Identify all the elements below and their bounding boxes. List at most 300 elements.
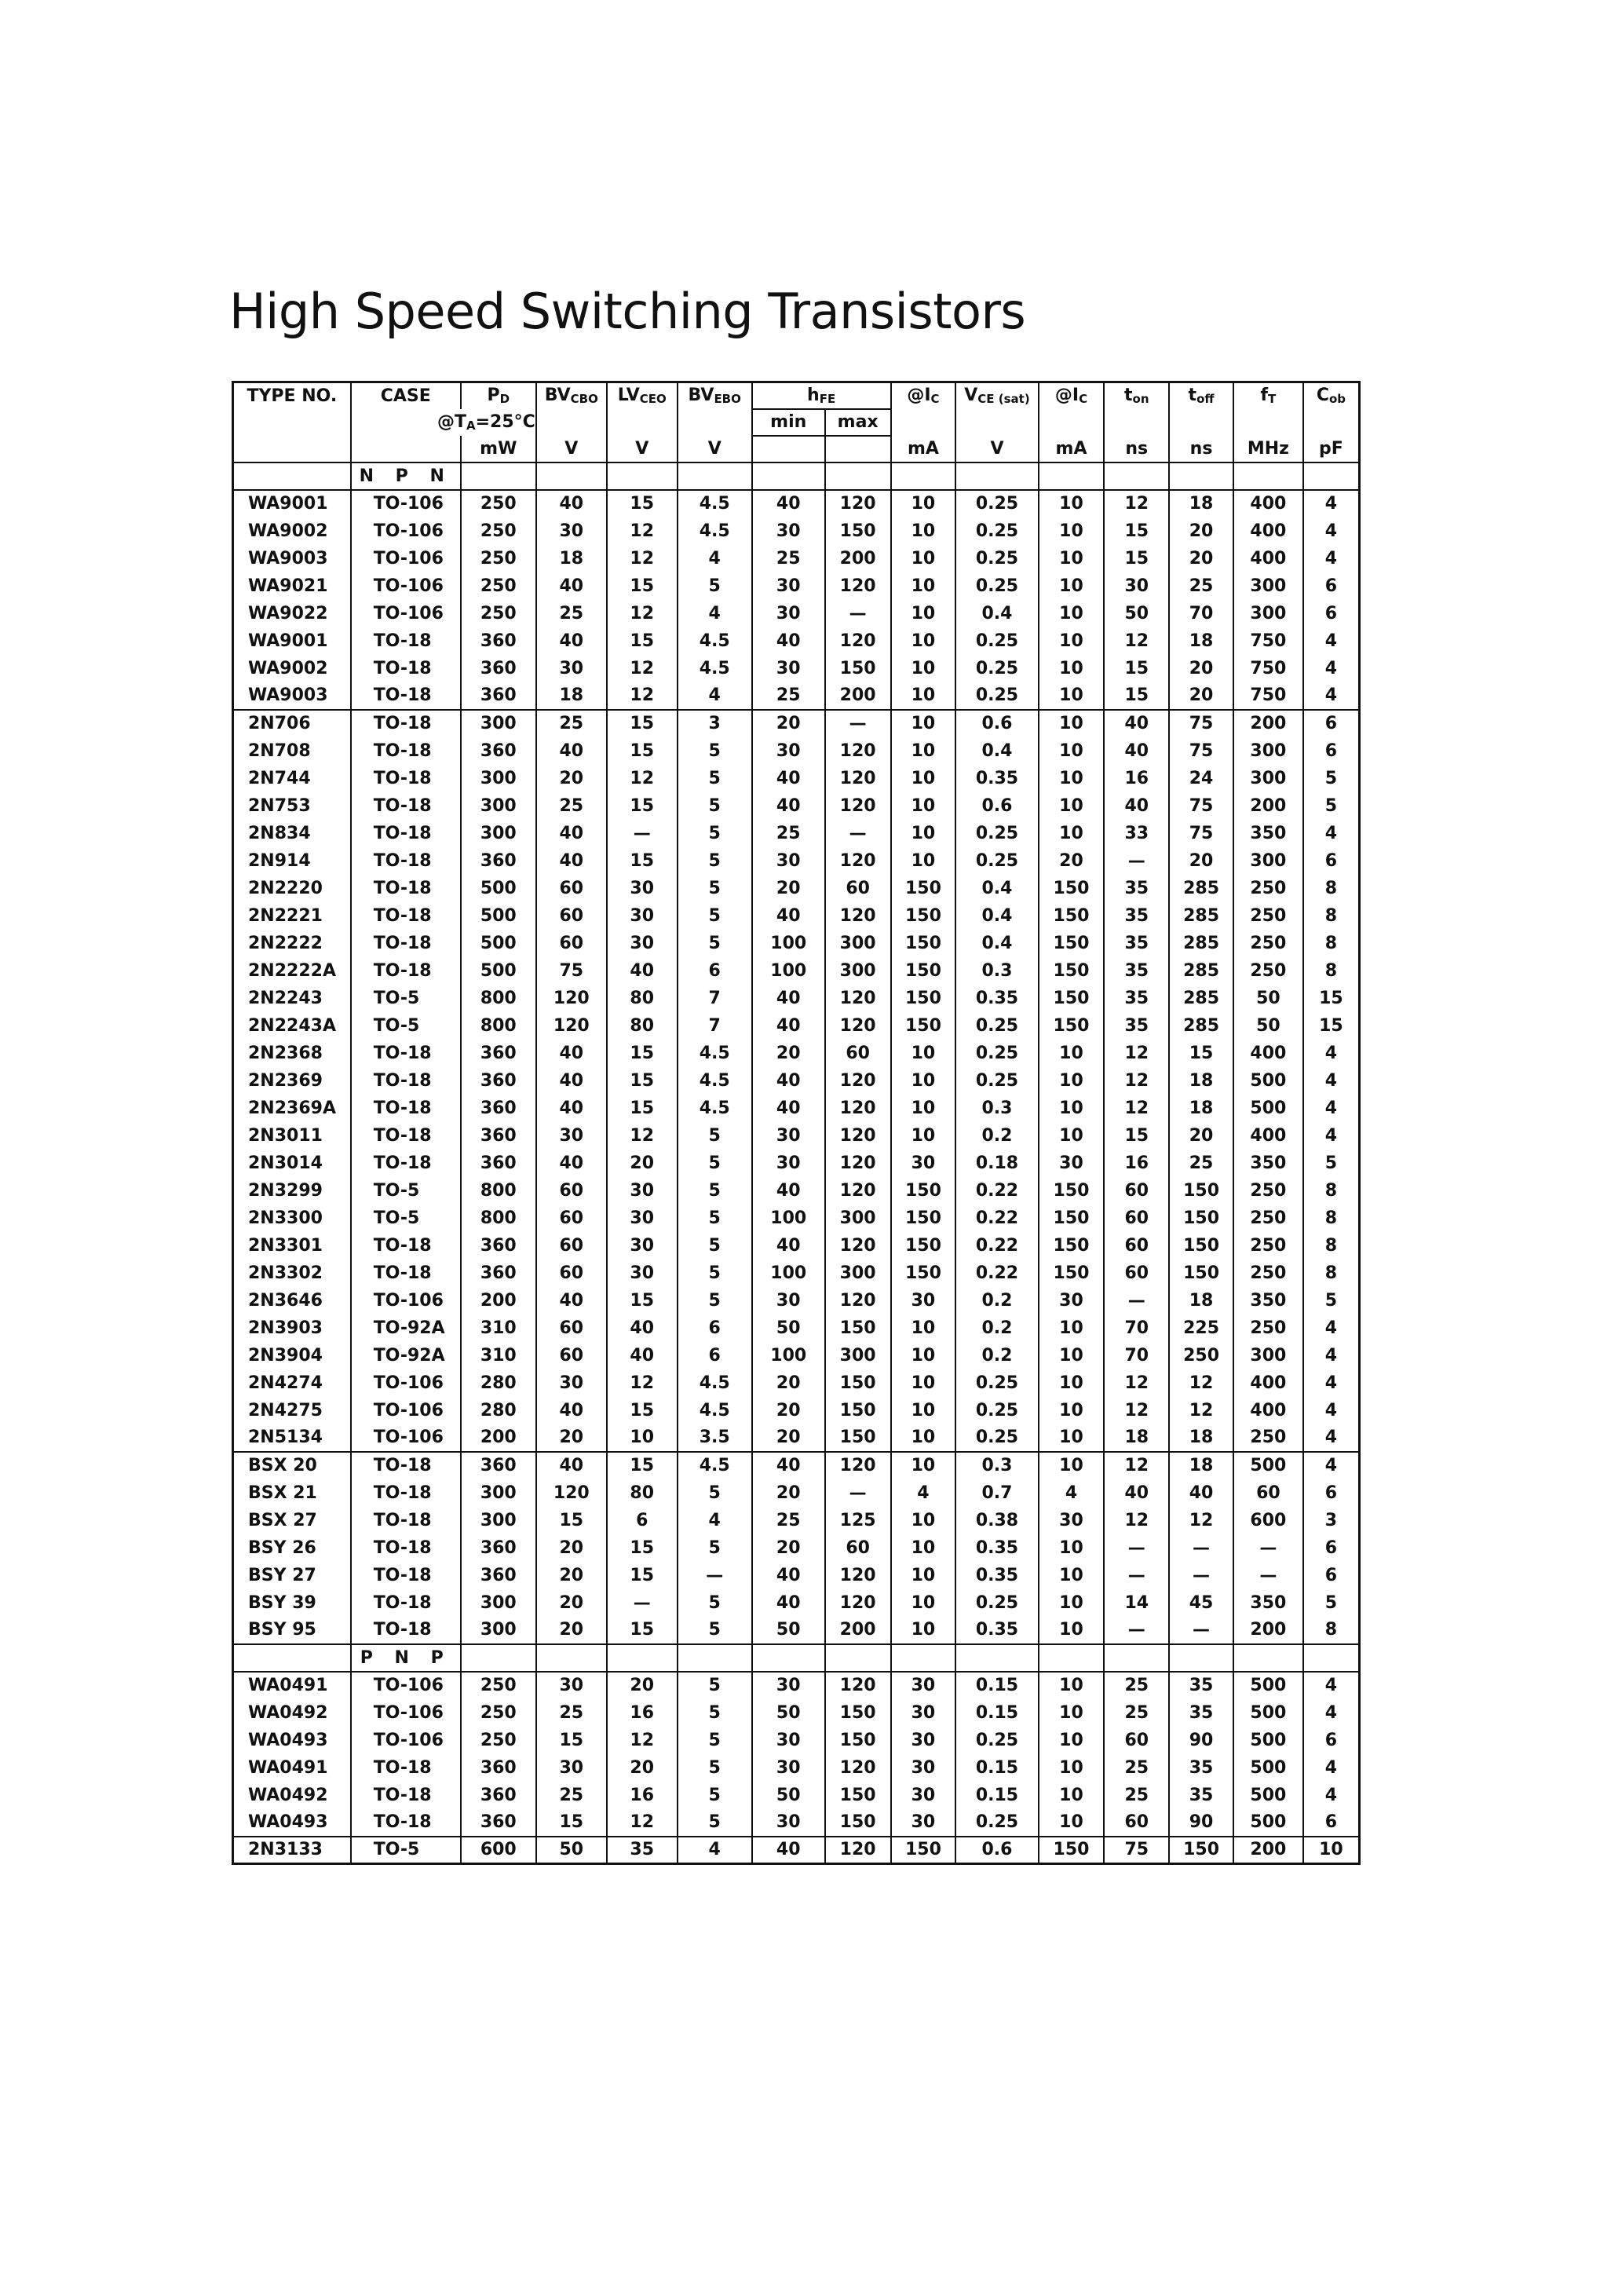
cell-ton: 35 — [1104, 875, 1169, 902]
cell-case: TO-106 — [351, 517, 461, 545]
cell-cob: 6 — [1303, 737, 1360, 765]
cell-ton: 75 — [1104, 1837, 1169, 1864]
cell-bvcbo: 20 — [536, 1562, 607, 1589]
cell-ft: 250 — [1233, 1314, 1303, 1342]
table-row — [233, 1314, 1360, 1342]
cell-bvcbo: 120 — [536, 1012, 607, 1040]
unit-cob: pF — [1303, 436, 1360, 462]
cell-cob: 4 — [1303, 1040, 1360, 1067]
cell-hfe-min: 40 — [752, 1837, 825, 1864]
cell-ton: 15 — [1104, 517, 1169, 545]
cell-bvebo: 4.5 — [678, 517, 752, 545]
cell-ft: 250 — [1233, 875, 1303, 902]
cell-hfe-min: 50 — [752, 1314, 825, 1342]
cell-case: TO-18 — [351, 1122, 461, 1150]
cell-ton: 12 — [1104, 1452, 1169, 1479]
cell-vce-sat: 0.6 — [955, 1837, 1038, 1864]
cell-ic1: 10 — [891, 1122, 956, 1150]
cell-vce-sat: 0.25 — [955, 1369, 1038, 1397]
table-row — [233, 1095, 1360, 1122]
cell-bvcbo: 20 — [536, 1589, 607, 1617]
cell-bvebo: 5 — [678, 1534, 752, 1562]
cell-lvceo: 12 — [607, 1122, 678, 1150]
cell-bvcbo: 60 — [536, 902, 607, 930]
cell-ton: 25 — [1104, 1699, 1169, 1727]
cell-hfe-max: 150 — [825, 1727, 891, 1754]
cell-hfe-max: 150 — [825, 1809, 891, 1837]
cell-toff: 20 — [1169, 655, 1233, 682]
cell-bvcbo: 18 — [536, 545, 607, 572]
cell-cob: 5 — [1303, 1150, 1360, 1177]
cell-ton: 70 — [1104, 1314, 1169, 1342]
cell-hfe-max: 120 — [825, 847, 891, 875]
cell-case: TO-92A — [351, 1342, 461, 1369]
cell-bvebo: 5 — [678, 1205, 752, 1232]
cell-lvceo: 15 — [607, 572, 678, 600]
cell-bvcbo: 40 — [536, 820, 607, 847]
cell-hfe-min: 40 — [752, 792, 825, 820]
cell-cob: 4 — [1303, 1314, 1360, 1342]
cell-bvcbo: 30 — [536, 655, 607, 682]
table-row — [233, 682, 1360, 710]
table-row — [233, 517, 1360, 545]
cell-case: TO-5 — [351, 1205, 461, 1232]
cell-hfe-min: 40 — [752, 1177, 825, 1205]
cell-lvceo: 40 — [607, 957, 678, 985]
cell-pd: 300 — [461, 820, 536, 847]
cell-type-no: WA0493 — [233, 1809, 351, 1837]
cell-type-no: WA9003 — [233, 545, 351, 572]
cell-bvebo: 5 — [678, 1479, 752, 1507]
section-row-pnp — [233, 1644, 1360, 1672]
cell-lvceo: 20 — [607, 1150, 678, 1177]
cell-type-no: 2N2222A — [233, 957, 351, 985]
cell-lvceo: 15 — [607, 1095, 678, 1122]
cell-case: TO-18 — [351, 710, 461, 737]
cell-hfe-max: 120 — [825, 1672, 891, 1699]
cell-ton: 35 — [1104, 902, 1169, 930]
cell-hfe-max: 150 — [825, 517, 891, 545]
cell-ft: 300 — [1233, 1342, 1303, 1369]
cell-pd: 200 — [461, 1287, 536, 1314]
cell-vce-sat: 0.38 — [955, 1507, 1038, 1534]
cell-case: TO-18 — [351, 847, 461, 875]
cell-ic2: 10 — [1039, 1672, 1105, 1699]
cell-toff: 75 — [1169, 737, 1233, 765]
cell-vce-sat: 0.15 — [955, 1782, 1038, 1809]
unit-lvceo: V — [607, 436, 678, 462]
cell-lvceo: 80 — [607, 1012, 678, 1040]
cell-lvceo: 40 — [607, 1342, 678, 1369]
cell-toff: 75 — [1169, 820, 1233, 847]
cell-hfe-max: 200 — [825, 1617, 891, 1644]
cell-hfe-max: 150 — [825, 1782, 891, 1809]
table-row — [233, 627, 1360, 655]
cell-pd: 250 — [461, 1672, 536, 1699]
cell-hfe-max: 150 — [825, 1314, 891, 1342]
cell-type-no: 2N5134 — [233, 1424, 351, 1452]
cell-ton: 35 — [1104, 957, 1169, 985]
cell-bvcbo: 40 — [536, 1287, 607, 1314]
cell-hfe-min: 20 — [752, 1369, 825, 1397]
table-row — [233, 902, 1360, 930]
cell-lvceo: 15 — [607, 792, 678, 820]
cell-bvebo: 5 — [678, 847, 752, 875]
table-row — [233, 1067, 1360, 1095]
cell-toff: 90 — [1169, 1809, 1233, 1837]
cell-ton: 25 — [1104, 1754, 1169, 1782]
cell-ft: — — [1233, 1534, 1303, 1562]
cell-case: TO-5 — [351, 985, 461, 1012]
cell-type-no: 2N744 — [233, 765, 351, 792]
cell-ic2: 30 — [1039, 1150, 1105, 1177]
cell-case: TO-18 — [351, 1589, 461, 1617]
cell-ic1: 30 — [891, 1287, 956, 1314]
cell-hfe-max: — — [825, 820, 891, 847]
cell-bvcbo: 20 — [536, 1617, 607, 1644]
cell-bvcbo: 30 — [536, 1122, 607, 1150]
cell-bvebo: 5 — [678, 1809, 752, 1837]
cell-vce-sat: 0.35 — [955, 1617, 1038, 1644]
cell-bvcbo: 15 — [536, 1809, 607, 1837]
cell-hfe-max: 300 — [825, 1205, 891, 1232]
cell-ic2: 150 — [1039, 1177, 1105, 1205]
cell-ton: 16 — [1104, 1150, 1169, 1177]
table-row — [233, 1699, 1360, 1727]
cell-hfe-max: 120 — [825, 490, 891, 517]
cell-vce-sat: 0.18 — [955, 1150, 1038, 1177]
cell-lvceo: 12 — [607, 545, 678, 572]
cell-ic1: 10 — [891, 1095, 956, 1122]
cell-pd: 300 — [461, 710, 536, 737]
cell-bvcbo: 60 — [536, 1342, 607, 1369]
cell-lvceo: 80 — [607, 985, 678, 1012]
cell-toff: 20 — [1169, 682, 1233, 710]
cell-type-no: 2N2369A — [233, 1095, 351, 1122]
cell-ic2: 150 — [1039, 875, 1105, 902]
cell-vce-sat: 0.7 — [955, 1479, 1038, 1507]
table-row — [233, 1205, 1360, 1232]
cell-toff: 18 — [1169, 1067, 1233, 1095]
cell-toff: 20 — [1169, 847, 1233, 875]
cell-bvebo: 5 — [678, 1287, 752, 1314]
cell-cob: 4 — [1303, 490, 1360, 517]
cell-ton: 15 — [1104, 682, 1169, 710]
cell-cob: 8 — [1303, 902, 1360, 930]
cell-ic1: 10 — [891, 1534, 956, 1562]
cell-bvebo: 5 — [678, 1727, 752, 1754]
cell-ic2: 150 — [1039, 902, 1105, 930]
cell-ic2: 10 — [1039, 572, 1105, 600]
cell-cob: 4 — [1303, 1699, 1360, 1727]
cell-vce-sat: 0.3 — [955, 1095, 1038, 1122]
cell-ft: 250 — [1233, 902, 1303, 930]
cell-lvceo: 30 — [607, 1205, 678, 1232]
cell-vce-sat: 0.25 — [955, 517, 1038, 545]
cell-pd: 250 — [461, 1699, 536, 1727]
cell-bvebo: 4.5 — [678, 1040, 752, 1067]
cell-type-no: 2N3302 — [233, 1260, 351, 1287]
cell-bvebo: 3.5 — [678, 1424, 752, 1452]
cell-type-no: 2N2368 — [233, 1040, 351, 1067]
cell-bvcbo: 20 — [536, 1424, 607, 1452]
cell-lvceo: 20 — [607, 1754, 678, 1782]
cell-hfe-max: 300 — [825, 1342, 891, 1369]
cell-ton: 60 — [1104, 1177, 1169, 1205]
cell-ton: 12 — [1104, 627, 1169, 655]
cell-lvceo: 15 — [607, 710, 678, 737]
cell-cob: 8 — [1303, 1617, 1360, 1644]
cell-case: TO-18 — [351, 1067, 461, 1095]
cell-hfe-min: 50 — [752, 1699, 825, 1727]
cell-case: TO-5 — [351, 1177, 461, 1205]
cell-ft: 500 — [1233, 1754, 1303, 1782]
cell-cob: 6 — [1303, 1479, 1360, 1507]
cell-type-no: 2N3133 — [233, 1837, 351, 1864]
cell-lvceo: 12 — [607, 517, 678, 545]
table-row — [233, 792, 1360, 820]
cell-ic1: 150 — [891, 1177, 956, 1205]
cell-bvebo: 5 — [678, 820, 752, 847]
cell-ic1: 150 — [891, 1260, 956, 1287]
cell-ft: 500 — [1233, 1699, 1303, 1727]
cell-type-no: 2N3011 — [233, 1122, 351, 1150]
table-row — [233, 957, 1360, 985]
cell-vce-sat: 0.15 — [955, 1754, 1038, 1782]
unit-ft: MHz — [1233, 436, 1303, 462]
cell-bvebo: — — [678, 1562, 752, 1589]
cell-ft: 400 — [1233, 1122, 1303, 1150]
cell-hfe-max: 200 — [825, 545, 891, 572]
cell-pd: 360 — [461, 627, 536, 655]
cell-pd: 250 — [461, 517, 536, 545]
cell-toff: — — [1169, 1562, 1233, 1589]
cell-hfe-min: 40 — [752, 1067, 825, 1095]
col-hfe: $h_{FE}$ — [752, 382, 891, 409]
cell-ic2: 10 — [1039, 1095, 1105, 1122]
cell-lvceo: 10 — [607, 1424, 678, 1452]
cell-hfe-min: 40 — [752, 985, 825, 1012]
hfe-min-header: min — [752, 409, 825, 436]
table-row — [233, 1562, 1360, 1589]
cell-bvcbo: 40 — [536, 1150, 607, 1177]
cell-hfe-max: 150 — [825, 1699, 891, 1727]
cell-ic1: 150 — [891, 985, 956, 1012]
cell-hfe-max: 120 — [825, 572, 891, 600]
cell-ft: 250 — [1233, 930, 1303, 957]
cell-toff: 18 — [1169, 1287, 1233, 1314]
cell-hfe-min: 50 — [752, 1617, 825, 1644]
cell-pd: 600 — [461, 1837, 536, 1864]
cell-vce-sat: 0.6 — [955, 792, 1038, 820]
cell-cob: 8 — [1303, 1260, 1360, 1287]
table-row — [233, 1782, 1360, 1809]
cell-bvcbo: 120 — [536, 985, 607, 1012]
cell-case: TO-18 — [351, 1232, 461, 1260]
table-row — [233, 847, 1360, 875]
table-row — [233, 545, 1360, 572]
cell-pd: 360 — [461, 682, 536, 710]
cell-hfe-max: 60 — [825, 875, 891, 902]
cell-pd: 300 — [461, 765, 536, 792]
cell-bvebo: 5 — [678, 1177, 752, 1205]
cell-case: TO-106 — [351, 1397, 461, 1424]
cell-toff: 75 — [1169, 792, 1233, 820]
cell-lvceo: 15 — [607, 1287, 678, 1314]
cell-toff: 150 — [1169, 1260, 1233, 1287]
cell-toff: 75 — [1169, 710, 1233, 737]
col-type-no: TYPE NO. — [233, 382, 351, 409]
table-row — [233, 1177, 1360, 1205]
cell-lvceo: 15 — [607, 847, 678, 875]
table-row — [233, 765, 1360, 792]
cell-ic2: 150 — [1039, 930, 1105, 957]
cell-ic1: 10 — [891, 710, 956, 737]
cell-hfe-max: 120 — [825, 792, 891, 820]
table-row — [233, 710, 1360, 737]
cell-lvceo: 15 — [607, 1452, 678, 1479]
cell-hfe-max: 120 — [825, 1122, 891, 1150]
cell-type-no: 2N708 — [233, 737, 351, 765]
cell-cob: 4 — [1303, 1754, 1360, 1782]
cell-cob: 4 — [1303, 1067, 1360, 1095]
cell-ic1: 150 — [891, 902, 956, 930]
cell-ton: — — [1104, 1617, 1169, 1644]
cell-ton: 12 — [1104, 490, 1169, 517]
cell-bvebo: 4.5 — [678, 627, 752, 655]
cell-hfe-min: 40 — [752, 1562, 825, 1589]
cell-hfe-min: 30 — [752, 600, 825, 627]
cell-ft: 750 — [1233, 627, 1303, 655]
cell-vce-sat: 0.35 — [955, 1534, 1038, 1562]
table-row — [233, 1479, 1360, 1507]
table-row — [233, 1727, 1360, 1754]
cell-case: TO-92A — [351, 1314, 461, 1342]
cell-bvebo: 4.5 — [678, 490, 752, 517]
cell-bvcbo: 30 — [536, 1369, 607, 1397]
cell-ft: 300 — [1233, 572, 1303, 600]
cell-toff: 285 — [1169, 875, 1233, 902]
cell-bvcbo: 40 — [536, 1067, 607, 1095]
unit-ic1: mA — [891, 436, 956, 462]
cell-bvebo: 6 — [678, 957, 752, 985]
cell-ic1: 150 — [891, 1012, 956, 1040]
cell-hfe-max: 120 — [825, 1452, 891, 1479]
cell-cob: 8 — [1303, 1177, 1360, 1205]
cell-ton: 60 — [1104, 1809, 1169, 1837]
cell-toff: 150 — [1169, 1177, 1233, 1205]
cell-hfe-min: 20 — [752, 1040, 825, 1067]
cell-ic1: 10 — [891, 1067, 956, 1095]
cell-ic2: 10 — [1039, 627, 1105, 655]
cell-ic2: 10 — [1039, 600, 1105, 627]
cell-hfe-min: 30 — [752, 655, 825, 682]
cell-vce-sat: 0.25 — [955, 627, 1038, 655]
cell-bvcbo: 60 — [536, 1260, 607, 1287]
cell-hfe-min: 25 — [752, 1507, 825, 1534]
cell-lvceo: 12 — [607, 1369, 678, 1397]
cell-pd: 360 — [461, 1095, 536, 1122]
table-row — [233, 1534, 1360, 1562]
cell-toff: 90 — [1169, 1727, 1233, 1754]
cell-hfe-max: 120 — [825, 985, 891, 1012]
cell-ton: — — [1104, 847, 1169, 875]
cell-ton: 40 — [1104, 737, 1169, 765]
cell-case: TO-106 — [351, 1369, 461, 1397]
cell-type-no: BSX 20 — [233, 1452, 351, 1479]
cell-type-no: WA9022 — [233, 600, 351, 627]
cell-ic2: 10 — [1039, 1562, 1105, 1589]
cell-ic2: 10 — [1039, 1589, 1105, 1617]
cell-vce-sat: 0.6 — [955, 710, 1038, 737]
cell-ic1: 10 — [891, 490, 956, 517]
cell-ton: 12 — [1104, 1369, 1169, 1397]
cell-hfe-min: 30 — [752, 1672, 825, 1699]
cell-bvcbo: 20 — [536, 1534, 607, 1562]
cell-bvcbo: 60 — [536, 875, 607, 902]
cell-ic2: 10 — [1039, 792, 1105, 820]
cell-ic2: 10 — [1039, 1122, 1105, 1150]
cell-cob: 8 — [1303, 875, 1360, 902]
cell-ft: 300 — [1233, 600, 1303, 627]
cell-ic2: 150 — [1039, 1260, 1105, 1287]
cell-ft: — — [1233, 1562, 1303, 1589]
cell-bvebo: 6 — [678, 1314, 752, 1342]
cell-type-no: 2N2221 — [233, 902, 351, 930]
cell-type-no: WA9002 — [233, 517, 351, 545]
cell-hfe-max: 150 — [825, 655, 891, 682]
cell-ic2: 10 — [1039, 820, 1105, 847]
cell-cob: 6 — [1303, 600, 1360, 627]
cell-ton: 35 — [1104, 1012, 1169, 1040]
table-body — [233, 462, 1360, 1864]
cell-bvebo: 4.5 — [678, 655, 752, 682]
cell-hfe-min: 40 — [752, 1012, 825, 1040]
cell-ic1: 4 — [891, 1479, 956, 1507]
cell-vce-sat: 0.25 — [955, 655, 1038, 682]
cell-cob: 6 — [1303, 1727, 1360, 1754]
cell-ft: 750 — [1233, 655, 1303, 682]
cell-type-no: 2N2243 — [233, 985, 351, 1012]
cell-hfe-min: 40 — [752, 627, 825, 655]
cell-bvcbo: 40 — [536, 490, 607, 517]
section-label-pnp: P N P — [351, 1644, 461, 1672]
cell-pd: 360 — [461, 1122, 536, 1150]
cell-hfe-max: 60 — [825, 1534, 891, 1562]
table-row — [233, 930, 1360, 957]
cell-case: TO-106 — [351, 1727, 461, 1754]
cell-toff: — — [1169, 1617, 1233, 1644]
cell-vce-sat: 0.25 — [955, 1067, 1038, 1095]
cell-ft: 750 — [1233, 682, 1303, 710]
cell-ft: 500 — [1233, 1095, 1303, 1122]
col-bvcbo: $BV_{CBO}$ — [536, 382, 607, 409]
table-row — [233, 600, 1360, 627]
cell-ic1: 10 — [891, 1342, 956, 1369]
cell-ic2: 10 — [1039, 1534, 1105, 1562]
cell-bvcbo: 30 — [536, 1672, 607, 1699]
cell-toff: 285 — [1169, 902, 1233, 930]
unit-ic2: mA — [1039, 436, 1105, 462]
table-row — [233, 1424, 1360, 1452]
cell-ic1: 30 — [891, 1754, 956, 1782]
cell-bvcbo: 40 — [536, 1040, 607, 1067]
cell-vce-sat: 0.22 — [955, 1205, 1038, 1232]
cell-ic1: 10 — [891, 1397, 956, 1424]
cell-cob: 6 — [1303, 572, 1360, 600]
cell-ft: 350 — [1233, 820, 1303, 847]
cell-ft: 400 — [1233, 1397, 1303, 1424]
